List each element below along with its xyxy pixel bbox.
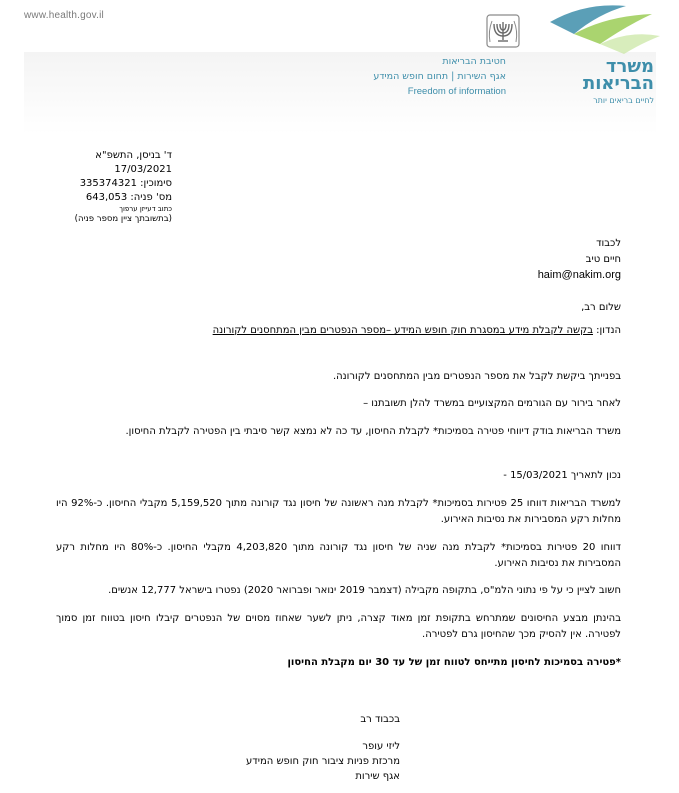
paragraph-8: בהינתן מבצע החיסונים שמתרחש בתקופת זמן מאוד קצרה, ניתן לשער שאחוז מסוים של הנפטרים קיבלו חיסון בטווח זמן סמוך לפטירה. אין להסיק מכך שהחיסון גרם לפטירה.	[56, 613, 621, 640]
logo-line-1: משרד	[605, 56, 654, 77]
signer-name: ליזי עופר	[362, 741, 400, 752]
paragraph-2: לאחר בירור עם הגורמים המקצועיים במשרד להלן תשובתנו –	[363, 398, 621, 409]
signer-department: אגף שירות	[355, 771, 400, 782]
ministry-logo-text	[522, 58, 654, 92]
note-name: כתוב דעייזן ערפוך	[119, 205, 172, 213]
letter-date: 17/03/2021	[114, 164, 172, 175]
paragraph-6: דווחו 20 פטירות בסמיכות* לקבלת מנה שניה של חיסון נגד קורונה מתוך 4,203,820 מקבלי החיסון. כ-80% היו מחלות רקע המסבירות את נסיבות האירוע.	[56, 542, 621, 569]
unit-line: אגף השירות | תחום חופש המידע	[373, 71, 506, 82]
division-name: חטיבת הבריאות	[442, 56, 506, 67]
subject-text: בקשה לקבלת מידע במסגרת חוק חופש המידע –מספר הנפטרים מבין המתחסנים לקורונה	[212, 325, 593, 336]
unit-english: Freedom of information	[407, 86, 506, 97]
recipient-email[interactable]: haim@nakim.org	[537, 269, 621, 281]
hebrew-date: ד' בניסן, התשפ"א	[95, 150, 172, 161]
logo-line-2: הבריאות	[582, 73, 654, 94]
signature-block	[190, 739, 400, 784]
recipient-salutation: לכבוד	[596, 238, 621, 249]
paragraph-3: משרד הבריאות בודק דיווחי פטירה בסמיכות* לקבלת החיסון, עד כה לא נמצא קשר סיבתי בין הפטירה לקבלת החיסון.	[125, 426, 621, 437]
paragraph-7: חשוב לציין כי על פי נתוני הלמ"ס, בתקופה מקבילה (דצמבר 2019 ינואר ופברואר 2020) נפטרו בישראל 12,777 אנשים.	[108, 585, 621, 596]
paragraph-1: בפנייתך ביקשת לקבל את מספר הנפטרים מבין המתחסנים לקורונה.	[332, 371, 621, 382]
footnote: *פטירה בסמיכות לחיסון מתייחס לטווח זמן של עד 30 יום מקבלת החיסון	[287, 657, 621, 668]
menorah-emblem-icon	[486, 14, 520, 48]
logo-slogan: לחיים בריאים יותר	[593, 96, 654, 105]
recipient-name: חיים טיב	[585, 254, 621, 265]
subject-prefix: הנדון:	[596, 325, 621, 336]
greeting: שלום רב,	[581, 302, 621, 313]
subject-line	[213, 325, 621, 336]
reply-note: (בתשובתך ציין מספר פניה)	[74, 214, 172, 224]
signer-title: מרכזת פניות ציבור חוק חופש המידע	[246, 756, 400, 767]
website-url[interactable]: www.health.gov.il	[24, 10, 104, 21]
request-number: מס' פניה: 643,053	[85, 192, 172, 203]
signature-closing: בכבוד רב	[360, 714, 400, 725]
paragraph-5: למשרד הבריאות דווחו 25 פטירות בסמיכות* לקבלת מנה ראשונה של חיסון נגד קורונה מתוך 5,159,520 מקבלי החיסון. כ-92% היו מחלות רקע המסבירות את נסיבות האירוע.	[56, 498, 621, 525]
reference-number: סימוכין: 335374321	[79, 178, 172, 189]
meta-block	[40, 149, 172, 225]
paragraph-4: נכון לתאריך 15/03/2021 -	[503, 470, 621, 481]
